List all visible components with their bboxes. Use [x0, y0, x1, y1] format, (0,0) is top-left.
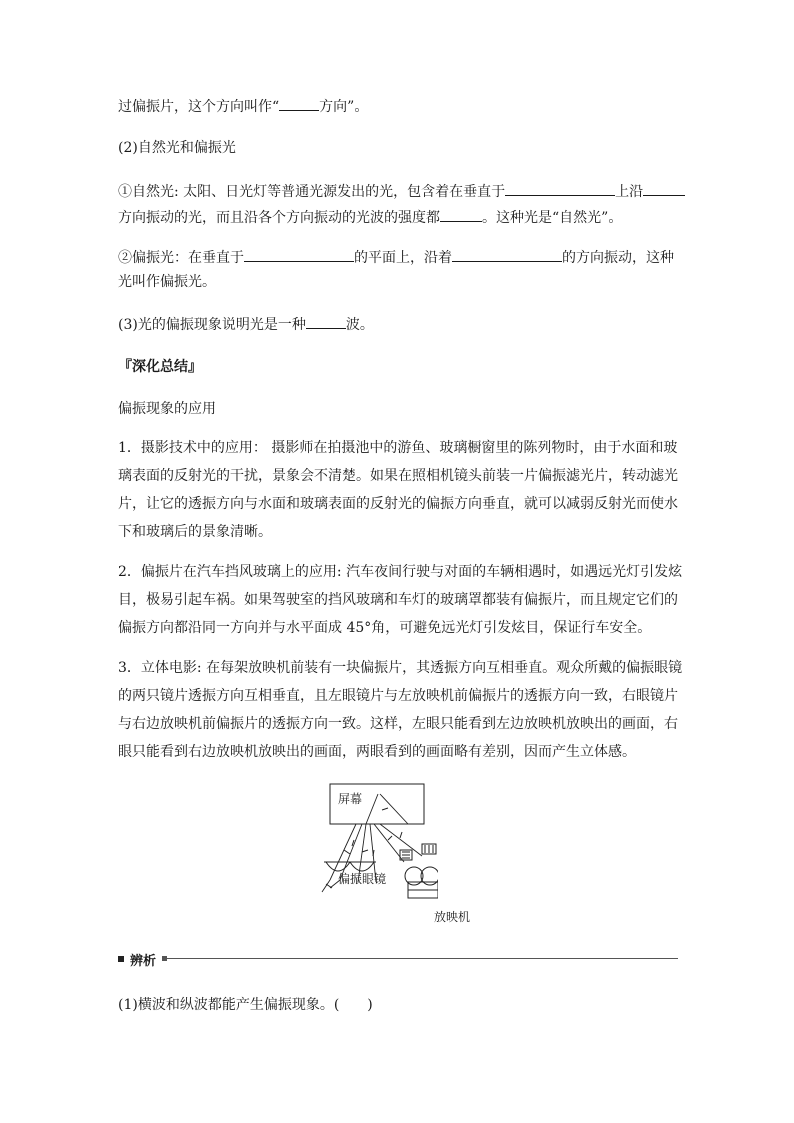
p2-line-3: 偏振方向都沿同一方向并与水平面成 45°角，可避免远光灯引发炫目，保证行车安全。 [118, 620, 652, 636]
p1-line-2: 璃表面的反射光的干扰，景象会不清楚。如果在照相机镜头前装一片偏振滤光片，转动滤光 [118, 468, 678, 484]
projector-label: 放映机 [434, 910, 471, 924]
p1-line-3: 片，让它的透振方向与水面和玻璃表面的反射光的偏振方向垂直，就可以减弱反射光而使水 [118, 496, 678, 512]
question-1: (1)横波和纵波都能产生偏振现象。( ) [118, 997, 373, 1013]
line-1-text-a: 过偏振片，这个方向叫作“ [118, 99, 280, 115]
p3-line-1: 3．立体电影: 在每架放映机前装有一块偏振片，其透振方向互相垂直。观众所戴的偏振眼镜 [118, 660, 683, 676]
screen-label: 屏幕 [338, 792, 363, 806]
p1-line-1: 1．摄影技术中的应用： 摄影师在拍摄池中的游鱼、玻璃橱窗里的陈列物时，由于水面和玻 [118, 440, 678, 456]
summary-heading: 『深化总结』 [118, 359, 202, 375]
line-5 [118, 246, 674, 268]
blank-along-direction [643, 180, 685, 196]
glasses-label: 偏振眼镜 [338, 872, 387, 886]
line-1 [118, 95, 368, 117]
blank-direction-name [279, 95, 319, 111]
line-5-text-c: 的方向振动，这种 [562, 250, 674, 266]
summary-subheading: 偏振现象的应用 [118, 401, 216, 417]
p2-line-2: 目，极易引起车祸。如果驾驶室的挡风玻璃和车灯的玻璃罩都装有偏振片，而且规定它们的 [118, 592, 678, 608]
subsection-natural-polarized: (2)自然光和偏振光 [118, 140, 236, 156]
line-5-text-a: ②偏振光：在垂直于 [118, 250, 244, 266]
stereo-projection-figure [318, 780, 471, 930]
line-4-text-a: 方向振动的光，而且沿各个方向振动的光波的强度都 [118, 210, 440, 226]
p3-line-4: 眼只能看到右边放映机放映出的画面，两眼看到的画面略有差别，因而产生立体感。 [118, 744, 636, 760]
blank-perpendicular-plane [505, 180, 615, 196]
p2-line-1: 2．偏振片在汽车挡风玻璃上的应用: 汽车夜间行驶与对面的车辆相遇时，如遇远光灯引发炫 [118, 564, 683, 580]
line-7-text-b: 波。 [345, 317, 374, 333]
line-7 [118, 313, 374, 335]
blank-perpendicular-to [244, 246, 354, 262]
blank-wave-type [306, 313, 346, 329]
projection-diagram-icon [318, 780, 438, 930]
section-separator [118, 950, 678, 968]
line-1-text-b: 方向”。 [319, 99, 369, 115]
line-4 [118, 206, 622, 228]
p3-line-3: 与右边放映机前偏振片的透振方向一致。这样，左眼只能看到左边放映机放映出的画面，右 [118, 716, 678, 732]
blank-intensity [440, 206, 482, 222]
section-rule [164, 958, 678, 959]
line-3-text-a: ①自然光: 太阳、日光灯等普通光源发出的光，包含着在垂直于 [118, 184, 506, 200]
line-7-text-a: (3)光的偏振现象说明光是一种 [118, 317, 306, 333]
line-5-text-b: 的平面上，沿着 [354, 250, 452, 266]
line-3-text-b: 上沿 [615, 184, 644, 200]
p1-line-4: 下和玻璃后的景象清晰。 [118, 524, 272, 540]
p3-line-2: 的两只镜片透振方向互相垂直，且左眼镜片与左放映机前偏振片的透振方向一致，右眼镜片 [118, 688, 678, 704]
line-3 [118, 180, 685, 202]
line-4-text-b: 。这种光是“自然光”。 [482, 210, 623, 226]
blank-along [452, 246, 562, 262]
section-marker-icon [118, 956, 124, 962]
section-label: 辨析 [130, 954, 157, 969]
line-6: 光叫作偏振光。 [118, 274, 216, 290]
